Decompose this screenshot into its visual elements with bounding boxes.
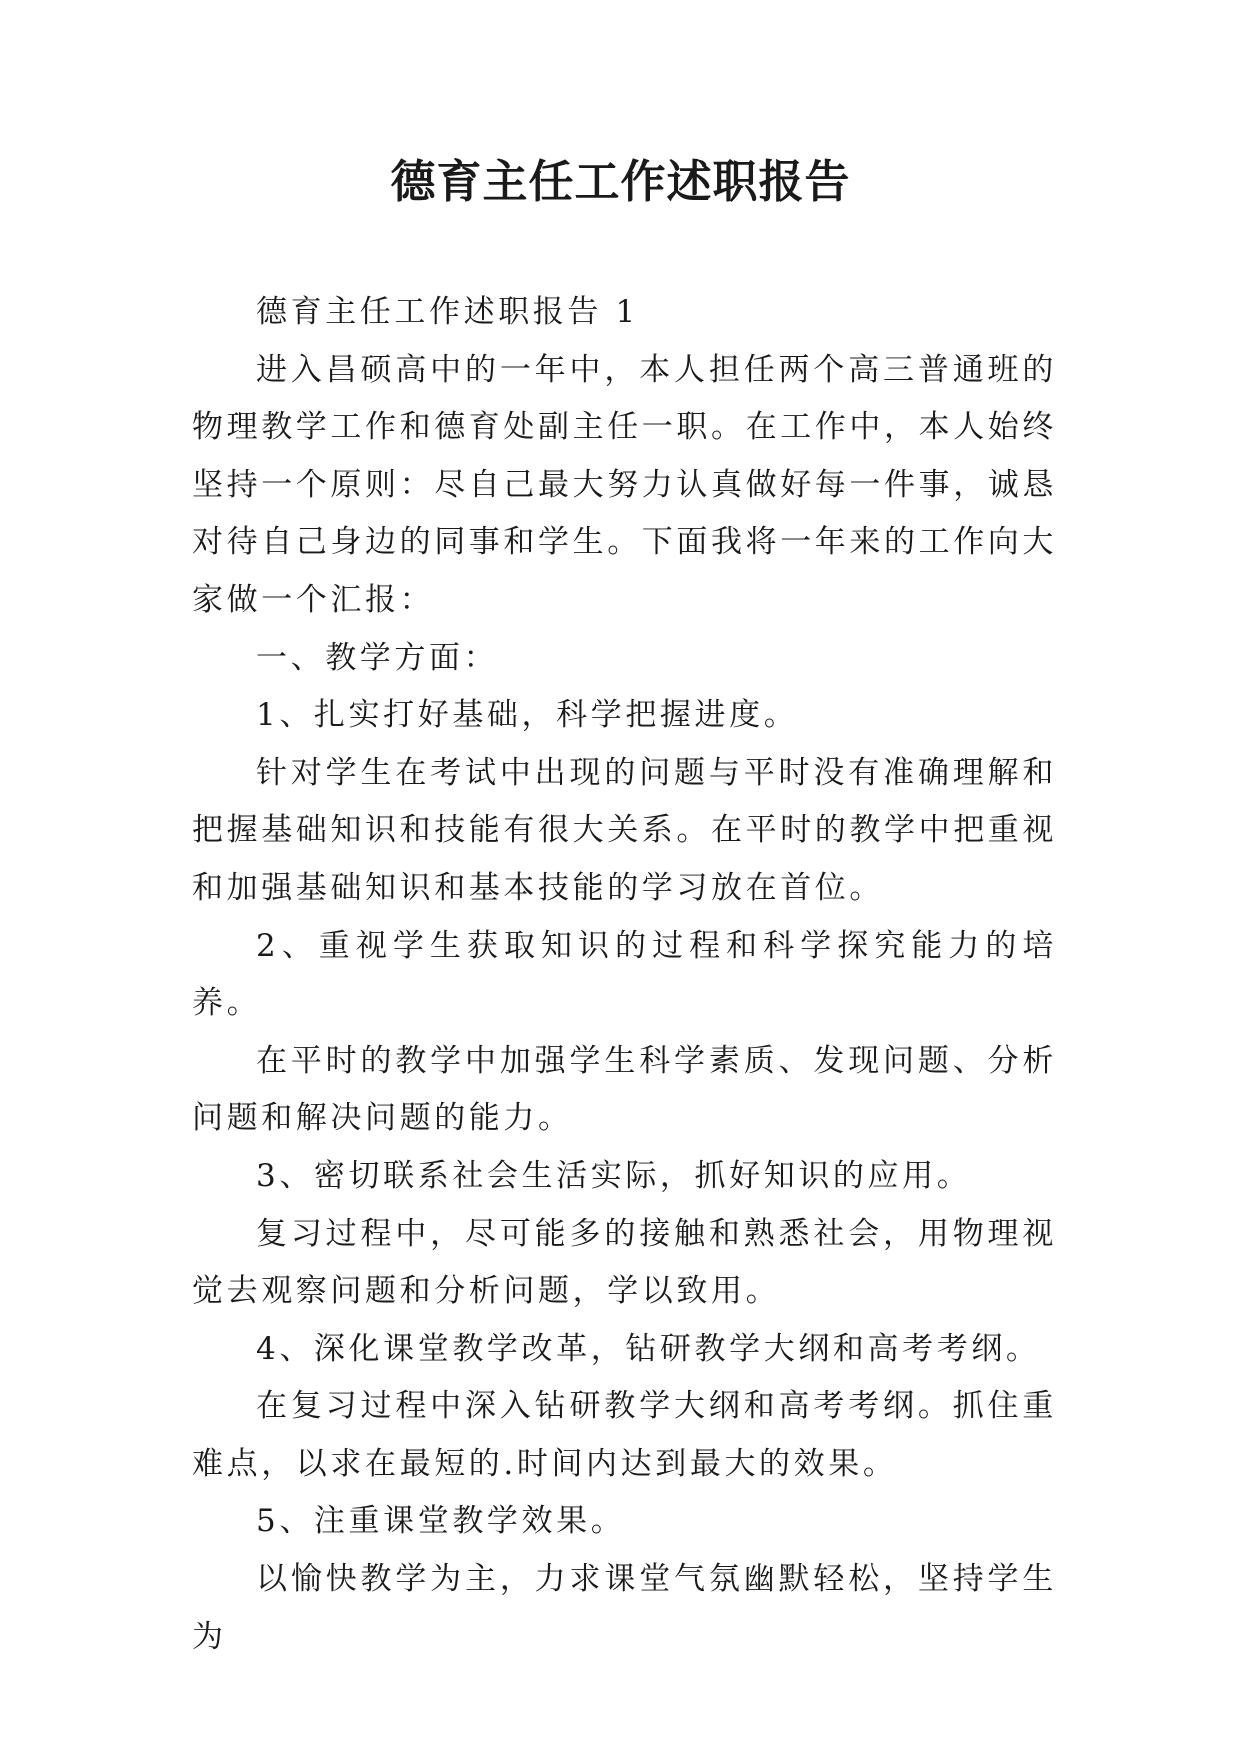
item-heading-4: 4、深化课堂教学改革，钻研教学大纲和高考考纲。 <box>256 1330 1041 1367</box>
item-heading-2: 2、重视学生获取知识的过程和科学探究能力的培养。 <box>192 927 1057 1022</box>
report-heading: 德育主任工作述职报告 1 <box>256 294 639 330</box>
item-paragraph-3: 复习过程中，尽可能多的接触和熟悉社会，用物理视觉去观察问题和分析问题，学以致用。 <box>192 1215 1057 1310</box>
intro-paragraph: 进入昌硕高中的一年中，本人担任两个高三普通班的物理教学工作和德育处副主任一职。在工作中，本人始终坚持一个原则：尽自己最大努力认真做好每一件事，诚恳对待自己身边的同事和学生。下面我将一年来的工作向大家做一个汇报： <box>192 351 1057 618</box>
item-paragraph-1: 针对学生在考试中出现的问题与平时没有准确理解和把握基础知识和技能有很大关系。在平时的教学中把重视和加强基础知识和基本技能的学习放在首位。 <box>192 754 1057 906</box>
document-title: 德育主任工作述职报告 <box>390 155 851 208</box>
item-paragraph-4: 在复习过程中深入钻研教学大纲和高考考纲。抓住重难点，以求在最短的.时间内达到最大的效果。 <box>192 1388 1057 1482</box>
item-heading-3: 3、密切联系社会生活实际，抓好知识的应用。 <box>256 1157 972 1194</box>
section-heading-teaching: 一、教学方面： <box>256 639 499 676</box>
document-body <box>192 284 1057 1666</box>
item-heading-1: 1、扎实打好基础，科学把握进度。 <box>256 697 799 734</box>
item-paragraph-5: 以愉快教学为主，力求课堂气氛幽默轻松，坚持学生为 <box>192 1561 1057 1655</box>
item-heading-5: 5、注重课堂教学效果。 <box>256 1503 626 1540</box>
item-paragraph-2: 在平时的教学中加强学生科学素质、发现问题、分析问题和解决问题的能力。 <box>192 1042 1057 1137</box>
